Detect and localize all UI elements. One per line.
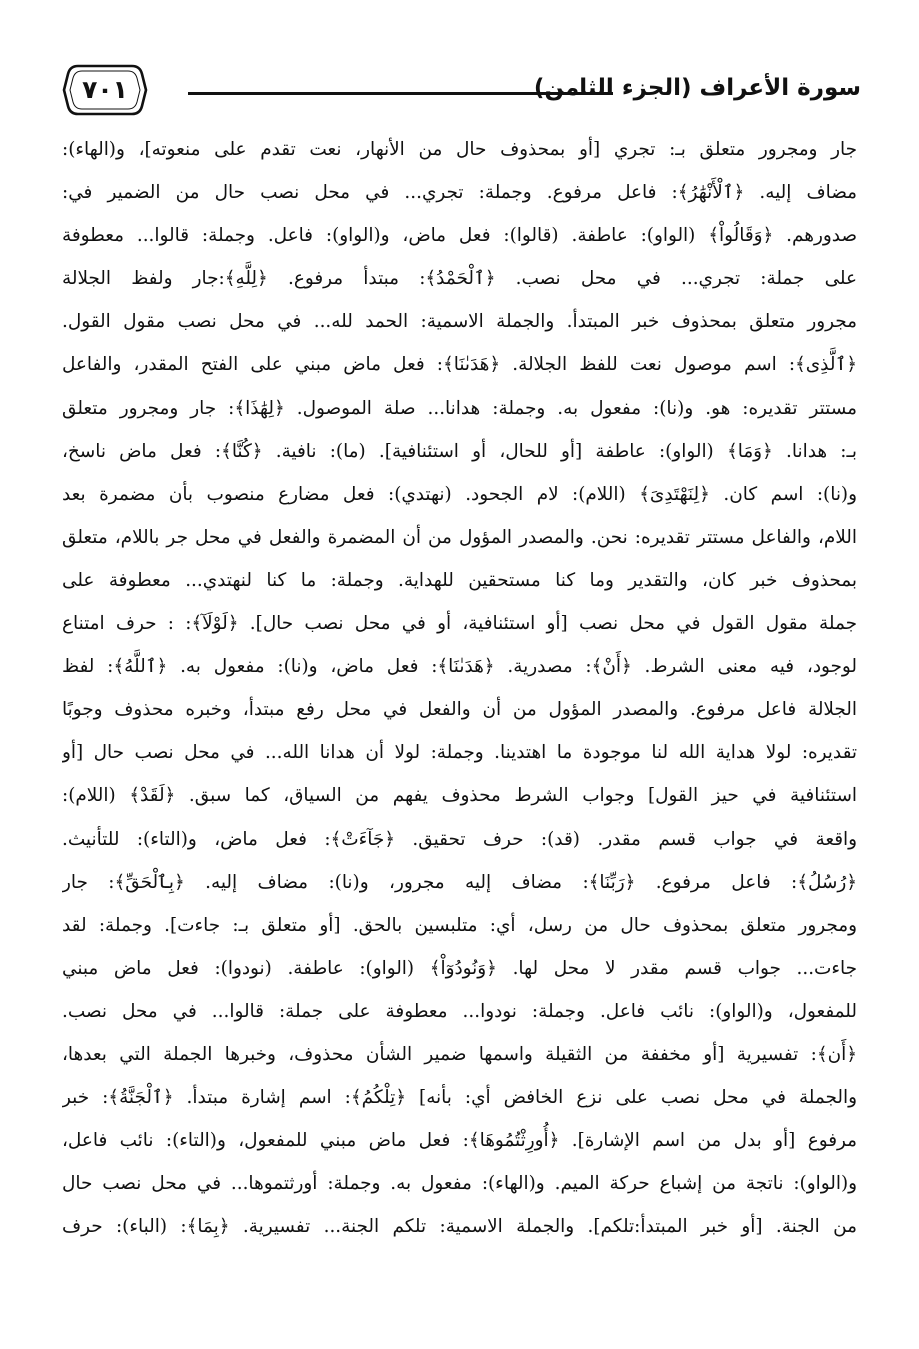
page-header: [62, 58, 861, 130]
running-title: سورة الأعراف (الجزء الثامن): [533, 75, 861, 101]
text-line: على جملة: تجري... في محل نصب. ﴿ٱلْحَمْدُ﴾: مبتدأ مرفوع. ﴿لِلَّهِ﴾:جار ولفظ الجلالة: [62, 268, 857, 290]
text-line: بـ: هدانا. ﴿وَمَا﴾ (الواو): عاطفة [أو للحال، أو استئنافية]. (ما): نافية. ﴿كُنَّا﴾: فعل ماض ناسخ،: [62, 440, 857, 462]
header-rule: [188, 92, 613, 95]
text-line: و(الواو): ناتجة من إشباع حركة الميم. و(الهاء): مفعول به. وجملة: أورثتموها... في محل نصب حال: [62, 1173, 857, 1195]
text-line: جملة مقول القول في محل نصب [أو استئنافية، أو في محل نصب حال]. ﴿لَوْلَآ﴾: : حرف امتناع: [62, 613, 857, 635]
text-line: والجملة في محل نصب على نزع الخافض أي: بأنه] ﴿تِلْكُمُ﴾: اسم إشارة مبتدأ. ﴿ٱلْجَنَّةُ﴾: خبر: [62, 1087, 857, 1109]
text-line: و(نا): اسم كان. ﴿لِنَهْتَدِىَ﴾ (اللام): لام الجحود. (نهتدي): فعل مضارع منصوب بأن مضمرة بعد: [62, 483, 857, 505]
text-line: لوجود، فيه معنى الشرط. ﴿أَنْ﴾: مصدرية. ﴿هَدَىٰنَا﴾: فعل ماض، و(نا): مفعول به. ﴿ٱللَّهُ﴾: لفظ: [62, 656, 857, 678]
body-text: [62, 128, 857, 1248]
text-line: جاءت... جواب قسم مقدر لا محل لها. ﴿وَنُودُوٓاْ﴾ (الواو): عاطفة. (نودوا): فعل ماض مبني: [62, 957, 857, 979]
text-line: تقديره: لولا هداية الله لنا موجودة ما اهتدينا. وجملة: لولا أن هدانا الله... في محل نصب حال [أو: [62, 742, 857, 764]
text-line: ﴿أَن﴾: تفسيرية [أو مخففة من الثقيلة واسمها ضمير الشأن محذوف، وخبرها الجملة التي بعدها،: [62, 1043, 857, 1065]
text-line: صدورهم. ﴿وَقَالُواْ﴾ (الواو): عاطفة. (قالوا): فعل ماض، و(الواو): فاعل. وجملة: قالوا... معطوفة: [62, 225, 857, 247]
text-line: مرفوع [أو بدل من اسم الإشارة]. ﴿أُورِثْتُمُوهَا﴾: فعل ماض مبني للمفعول، و(التاء): نائب فاعل،: [62, 1130, 857, 1152]
text-line: اللام، والفاعل مستتر تقديره: نحن. والمصدر المؤول من أن المضمرة والفعل في محل جر باللام، متعلق: [62, 526, 857, 548]
text-line: ﴿ٱلَّذِى﴾: اسم موصول نعت للفظ الجلالة. ﴿هَدَىٰنَا﴾: فعل ماض مبني على الفتح المقدر، والفاعل: [62, 354, 857, 376]
text-line: ومجرور متعلق بمحذوف حال من رسل، أي: متلبسين بالحق. [أو متعلق بـ: جاءت]. وجملة: لقد: [62, 914, 857, 936]
text-line: للمفعول، و(الواو): نائب فاعل. وجملة: نودوا... معطوفة على جملة: قالوا... في محل نصب.: [62, 1000, 857, 1022]
text-line: من الجنة. [أو خبر المبتدأ:تلكم]. والجملة الاسمية: تلكم الجنة... تفسيرية. ﴿بِمَا﴾: (الباء): حرف: [62, 1216, 857, 1238]
text-line: واقعة في جواب قسم مقدر. (قد): حرف تحقيق. ﴿جَآءَتْ﴾: فعل ماض، و(التاء): للتأنيث.: [62, 828, 857, 850]
text-line: جار ومجرور متعلق بـ: تجري [أو بمحذوف حال من الأنهار، نعت تقدم على منعوته]، و(الهاء):: [62, 139, 857, 160]
page-number-badge: [62, 60, 148, 120]
text-line: مضاف إليه. ﴿ٱلْأَنْهَٰرُ﴾: فاعل مرفوع. وجملة: تجري... في محل نصب حال من الضمير في:: [62, 182, 857, 204]
text-line: مجرور متعلق بمحذوف خبر المبتدأ. والجملة الاسمية: الحمد لله... في محل نصب مقول القول.: [62, 311, 857, 333]
text-line: بمحذوف خبر كان، والتقدير وما كنا مستحقين للهداية. وجملة: ما كنا لنهتدي... معطوفة على: [62, 569, 857, 591]
text-line: مستتر تقديره: هو. و(نا): مفعول به. وجملة: هدانا... صلة الموصول. ﴿لِهَٰذَا﴾: جار ومجرور متعلق: [62, 397, 857, 419]
page-number: ٧٠١: [82, 75, 128, 104]
text-line: استئنافية في حيز القول] وجواب الشرط محذوف يفهم من السياق، كما سبق. ﴿لَقَدْ﴾ (اللام):: [62, 785, 857, 807]
text-line: ﴿رُسُلُ﴾: فاعل مرفوع. ﴿رَبِّنَا﴾: مضاف إليه مجرور، و(نا): مضاف إليه. ﴿بِٱلْحَقِّ﴾: جار: [62, 871, 857, 893]
text-line: الجلالة فاعل مرفوع. والمصدر المؤول من أن والفعل في محل رفع مبتدأ، وخبره محذوف وجوبًا: [62, 699, 857, 721]
